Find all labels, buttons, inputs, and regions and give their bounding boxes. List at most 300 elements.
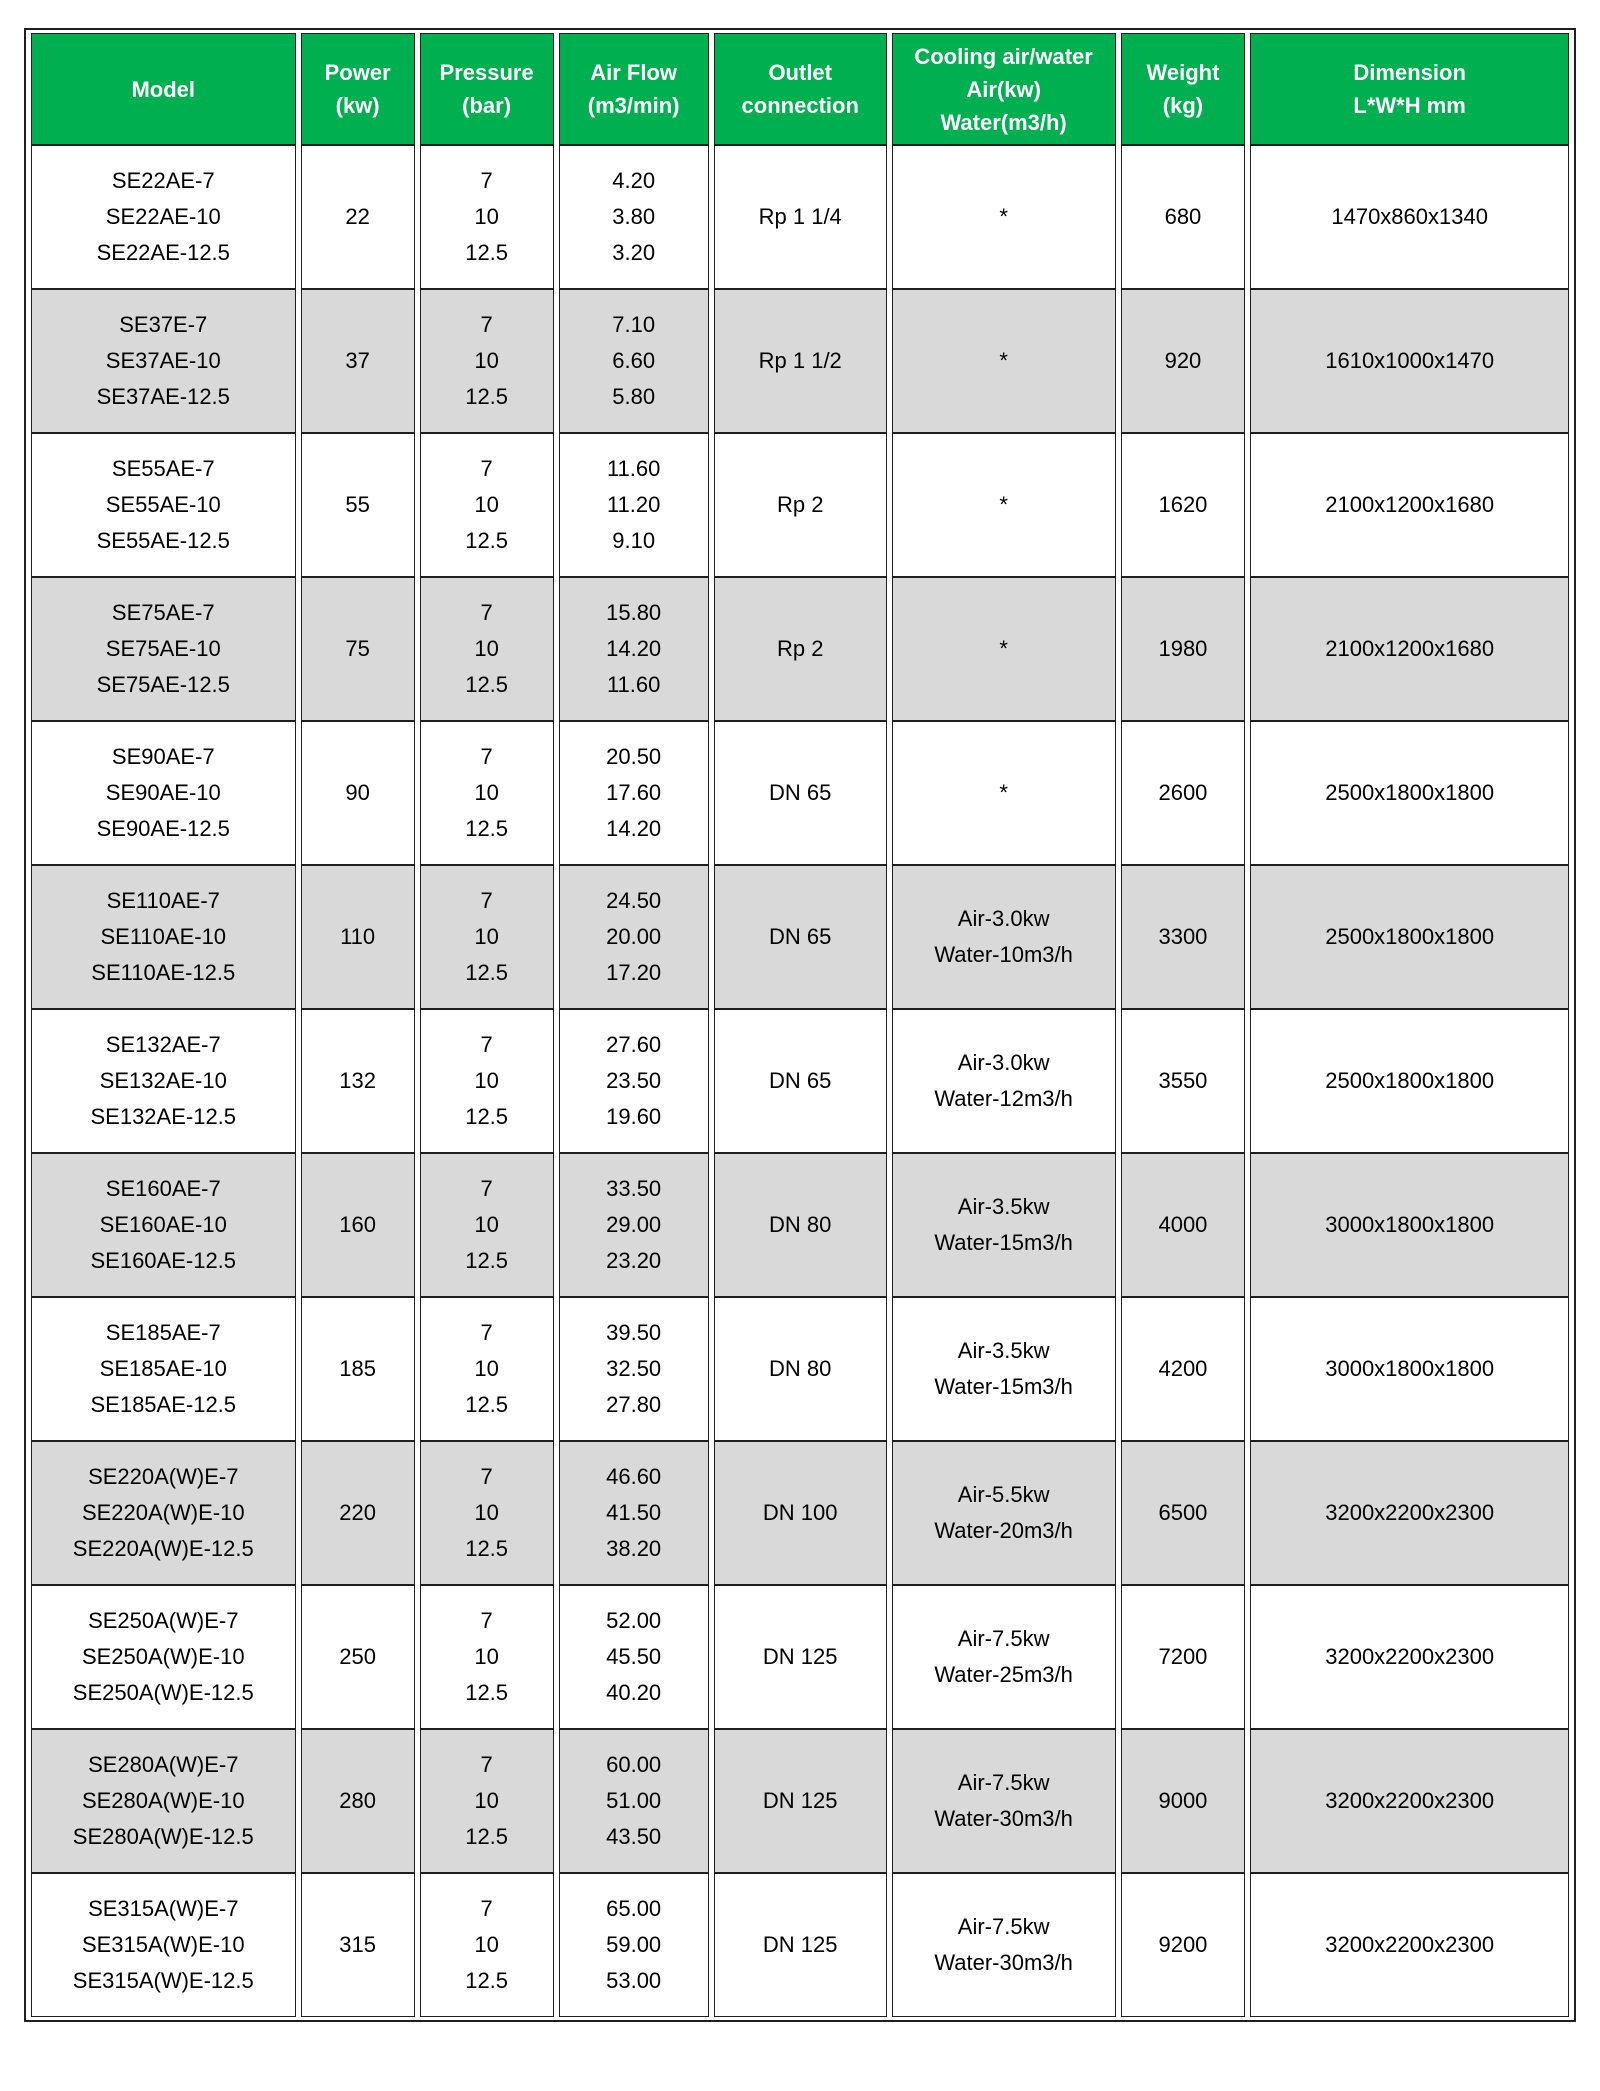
airflow-cell-line: 32.50 <box>606 1356 662 1381</box>
compressor-spec-table <box>26 33 1574 2017</box>
cooling-cell-line: Water-10m3/h <box>934 942 1073 967</box>
weight-cell-line: 1980 <box>1158 636 1208 661</box>
pressure-cell <box>420 865 554 1009</box>
cooling-cell-line: Air-7.5kw <box>957 1914 1050 1939</box>
cooling-cell-line: * <box>999 492 1008 517</box>
model-cell-line: SE220A(W)E-12.5 <box>72 1536 254 1561</box>
header-model-line: Model <box>131 76 196 102</box>
power-cell-line: 37 <box>345 348 370 373</box>
pressure-cell-line: 7 <box>480 168 493 193</box>
dimension-cell-line: 3200x2200x2300 <box>1325 1932 1495 1957</box>
header-cooling-line: Water(m3/h) <box>940 109 1067 135</box>
pressure-cell-line: 7 <box>480 1896 493 1921</box>
airflow-cell <box>559 145 709 289</box>
model-cell-line: SE185AE-10 <box>99 1356 227 1381</box>
outlet-connection-cell <box>714 721 887 865</box>
pressure-cell-line: 10 <box>474 1644 499 1669</box>
airflow-cell-line: 33.50 <box>606 1176 662 1201</box>
model-cell-line: SE37AE-10 <box>105 348 221 373</box>
cooling-cell-line: * <box>999 780 1008 805</box>
model-cell-line: SE75AE-12.5 <box>96 672 230 697</box>
power-cell-line: 280 <box>339 1788 376 1813</box>
airflow-cell-line: 11.60 <box>606 456 661 481</box>
pressure-cell-line: 10 <box>474 1356 499 1381</box>
power-cell <box>301 1729 415 1873</box>
header-dimension <box>1250 33 1569 145</box>
airflow-cell-line: 40.20 <box>606 1680 662 1705</box>
airflow-cell <box>559 1585 709 1729</box>
pressure-cell <box>420 289 554 433</box>
table-row <box>31 1585 1569 1729</box>
pressure-cell <box>420 721 554 865</box>
header-dimension-line: Dimension <box>1353 60 1466 85</box>
weight-cell <box>1121 1441 1246 1585</box>
airflow-cell-line: 65.00 <box>606 1896 662 1921</box>
airflow-cell-line: 19.60 <box>606 1104 662 1129</box>
power-cell-line: 250 <box>339 1644 376 1669</box>
header-cooling-line: Cooling air/water <box>914 43 1093 69</box>
table-row <box>31 1729 1569 1873</box>
airflow-cell <box>559 1153 709 1297</box>
dimension-cell <box>1250 1729 1569 1873</box>
cooling-cell-line: * <box>999 204 1008 229</box>
cooling-cell-line: * <box>999 636 1008 661</box>
weight-cell-line: 2600 <box>1158 780 1208 805</box>
dimension-cell-line: 3000x1800x1800 <box>1325 1212 1495 1237</box>
table-row <box>31 577 1569 721</box>
cooling-cell-line: Air-7.5kw <box>957 1626 1050 1651</box>
airflow-cell <box>559 1873 709 2017</box>
weight-cell-line: 7200 <box>1158 1644 1208 1669</box>
model-cell-line: SE37AE-12.5 <box>96 384 230 409</box>
cooling-cell <box>892 289 1116 433</box>
outlet-connection-cell-line: DN 125 <box>762 1932 838 1957</box>
power-cell <box>301 1297 415 1441</box>
cooling-cell <box>892 865 1116 1009</box>
outlet-connection-cell <box>714 1009 887 1153</box>
header-airflow <box>559 33 709 145</box>
model-cell-line: SE132AE-7 <box>105 1032 221 1057</box>
dimension-cell <box>1250 433 1569 577</box>
weight-cell <box>1121 865 1246 1009</box>
cooling-cell <box>892 1873 1116 2017</box>
outlet-connection-cell-line: Rp 2 <box>776 636 824 661</box>
dimension-cell-line: 1470x860x1340 <box>1331 204 1488 229</box>
dimension-cell <box>1250 1153 1569 1297</box>
header-outlet-line: connection <box>741 93 859 118</box>
dimension-cell <box>1250 145 1569 289</box>
spec-table-head <box>31 33 1569 145</box>
weight-cell <box>1121 721 1246 865</box>
model-cell-line: SE75AE-7 <box>111 600 215 625</box>
outlet-connection-cell <box>714 1441 887 1585</box>
power-cell-line: 90 <box>345 780 370 805</box>
airflow-cell-line: 59.00 <box>606 1932 662 1957</box>
power-cell-line: 315 <box>339 1932 376 1957</box>
weight-cell-line: 9000 <box>1158 1788 1208 1813</box>
weight-cell-line: 3300 <box>1158 924 1208 949</box>
airflow-cell-line: 20.50 <box>606 744 662 769</box>
airflow-cell-line: 27.60 <box>606 1032 662 1057</box>
table-row <box>31 721 1569 865</box>
model-cell-line: SE280A(W)E-10 <box>81 1788 245 1813</box>
pressure-cell-line: 12.5 <box>465 1824 509 1849</box>
model-cell <box>31 865 296 1009</box>
pressure-cell <box>420 1873 554 2017</box>
airflow-cell <box>559 1297 709 1441</box>
pressure-cell-line: 10 <box>474 492 499 517</box>
pressure-cell-line: 10 <box>474 924 499 949</box>
weight-cell <box>1121 1297 1246 1441</box>
outlet-connection-cell <box>714 1873 887 2017</box>
outlet-connection-cell-line: DN 80 <box>769 1356 832 1381</box>
cooling-cell-line: Air-7.5kw <box>957 1770 1050 1795</box>
airflow-cell-line: 11.20 <box>606 492 661 517</box>
outlet-connection-cell <box>714 865 887 1009</box>
dimension-cell <box>1250 1585 1569 1729</box>
airflow-cell-line: 14.20 <box>606 636 662 661</box>
model-cell-line: SE110AE-12.5 <box>91 960 236 985</box>
airflow-cell-line: 14.20 <box>606 816 662 841</box>
spec-table-head-row <box>31 33 1569 145</box>
power-cell-line: 160 <box>339 1212 376 1237</box>
model-cell <box>31 721 296 865</box>
model-cell-line: SE90AE-12.5 <box>96 816 230 841</box>
model-cell <box>31 145 296 289</box>
cooling-cell <box>892 577 1116 721</box>
table-row <box>31 433 1569 577</box>
pressure-cell-line: 10 <box>474 348 499 373</box>
pressure-cell <box>420 1729 554 1873</box>
pressure-cell-line: 12.5 <box>465 1536 509 1561</box>
header-pressure-line: (bar) <box>462 93 512 118</box>
airflow-cell-line: 51.00 <box>606 1788 662 1813</box>
model-cell <box>31 1009 296 1153</box>
header-model <box>31 33 296 145</box>
model-cell-line: SE55AE-10 <box>105 492 221 517</box>
model-cell-line: SE132AE-10 <box>99 1068 227 1093</box>
airflow-cell <box>559 1729 709 1873</box>
cooling-cell <box>892 1009 1116 1153</box>
outlet-connection-cell-line: DN 125 <box>762 1644 838 1669</box>
power-cell <box>301 1585 415 1729</box>
model-cell-line: SE132AE-12.5 <box>90 1104 237 1129</box>
header-pressure <box>420 33 554 145</box>
airflow-cell <box>559 1009 709 1153</box>
model-cell-line: SE185AE-12.5 <box>90 1392 237 1417</box>
airflow-cell-line: 38.20 <box>606 1536 662 1561</box>
dimension-cell <box>1250 289 1569 433</box>
model-cell-line: SE55AE-12.5 <box>96 528 230 553</box>
pressure-cell-line: 10 <box>474 1932 499 1957</box>
cooling-cell <box>892 721 1116 865</box>
weight-cell-line: 6500 <box>1158 1500 1208 1525</box>
outlet-connection-cell <box>714 577 887 721</box>
dimension-cell <box>1250 577 1569 721</box>
outlet-connection-cell-line: DN 80 <box>769 1212 832 1237</box>
weight-cell <box>1121 1729 1246 1873</box>
table-row <box>31 1009 1569 1153</box>
dimension-cell <box>1250 1009 1569 1153</box>
weight-cell-line: 4000 <box>1158 1212 1208 1237</box>
cooling-cell-line: Air-3.5kw <box>957 1338 1050 1363</box>
weight-cell <box>1121 145 1246 289</box>
airflow-cell-line: 20.00 <box>606 924 662 949</box>
table-row <box>31 865 1569 1009</box>
airflow-cell <box>559 577 709 721</box>
power-cell-line: 110 <box>340 924 376 949</box>
model-cell-line: SE75AE-10 <box>105 636 221 661</box>
dimension-cell <box>1250 865 1569 1009</box>
dimension-cell-line: 3200x2200x2300 <box>1325 1500 1495 1525</box>
spec-table-wrapper <box>24 28 1576 2022</box>
dimension-cell-line: 3000x1800x1800 <box>1325 1356 1495 1381</box>
outlet-connection-cell-line: DN 125 <box>762 1788 838 1813</box>
dimension-cell-line: 2500x1800x1800 <box>1325 1068 1495 1093</box>
dimension-cell-line: 3200x2200x2300 <box>1325 1644 1495 1669</box>
model-cell-line: SE160AE-12.5 <box>90 1248 237 1273</box>
weight-cell <box>1121 289 1246 433</box>
airflow-cell <box>559 721 709 865</box>
pressure-cell-line: 12.5 <box>465 528 509 553</box>
header-dimension-line: L*W*H mm <box>1353 93 1466 118</box>
header-outlet <box>714 33 887 145</box>
header-weight <box>1121 33 1246 145</box>
header-power <box>301 33 415 145</box>
airflow-cell-line: 45.50 <box>606 1644 662 1669</box>
outlet-connection-cell-line: DN 65 <box>769 780 832 805</box>
model-cell-line: SE55AE-7 <box>111 456 215 481</box>
dimension-cell <box>1250 721 1569 865</box>
power-cell <box>301 1441 415 1585</box>
airflow-cell-line: 29.00 <box>606 1212 662 1237</box>
weight-cell <box>1121 1009 1246 1153</box>
power-cell <box>301 577 415 721</box>
model-cell-line: SE250A(W)E-10 <box>81 1644 245 1669</box>
airflow-cell-line: 41.50 <box>606 1500 662 1525</box>
outlet-connection-cell <box>714 1153 887 1297</box>
model-cell-line: SE90AE-7 <box>111 744 215 769</box>
model-cell-line: SE37E-7 <box>119 312 208 337</box>
cooling-cell-line: Water-15m3/h <box>934 1230 1073 1255</box>
model-cell-line: SE280A(W)E-7 <box>88 1752 239 1777</box>
airflow-cell-line: 27.80 <box>606 1392 662 1417</box>
dimension-cell-line: 2100x1200x1680 <box>1325 492 1495 517</box>
airflow-cell-line: 53.00 <box>606 1968 662 1993</box>
airflow-cell-line: 23.20 <box>606 1248 662 1273</box>
model-cell <box>31 1585 296 1729</box>
page <box>0 28 1600 2022</box>
cooling-cell <box>892 1441 1116 1585</box>
pressure-cell-line: 10 <box>474 1212 499 1237</box>
airflow-cell-line: 15.80 <box>606 600 662 625</box>
pressure-cell-line: 12.5 <box>465 1248 509 1273</box>
pressure-cell-line: 12.5 <box>465 960 509 985</box>
pressure-cell-line: 7 <box>480 1752 493 1777</box>
model-cell-line: SE110AE-10 <box>100 924 227 949</box>
airflow-cell-line: 17.20 <box>606 960 662 985</box>
weight-cell <box>1121 1873 1246 2017</box>
dimension-cell-line: 1610x1000x1470 <box>1325 348 1495 373</box>
dimension-cell <box>1250 1441 1569 1585</box>
power-cell <box>301 1153 415 1297</box>
weight-cell-line: 9200 <box>1158 1932 1208 1957</box>
model-cell-line: SE22AE-10 <box>105 204 221 229</box>
pressure-cell-line: 7 <box>480 1608 493 1633</box>
power-cell <box>301 865 415 1009</box>
outlet-connection-cell <box>714 1297 887 1441</box>
pressure-cell <box>420 1009 554 1153</box>
airflow-cell-line: 60.00 <box>606 1752 662 1777</box>
airflow-cell-line: 24.50 <box>606 888 662 913</box>
weight-cell-line: 1620 <box>1158 492 1208 517</box>
airflow-cell-line: 39.50 <box>606 1320 662 1345</box>
power-cell <box>301 289 415 433</box>
header-outlet-line: Outlet <box>768 60 832 85</box>
pressure-cell-line: 10 <box>474 636 499 661</box>
table-row <box>31 145 1569 289</box>
airflow-cell <box>559 1441 709 1585</box>
weight-cell-line: 680 <box>1164 204 1202 229</box>
pressure-cell-line: 7 <box>480 456 493 481</box>
cooling-cell-line: Water-20m3/h <box>934 1518 1073 1543</box>
pressure-cell-line: 7 <box>480 1464 493 1489</box>
airflow-cell <box>559 289 709 433</box>
airflow-cell <box>559 865 709 1009</box>
weight-cell <box>1121 577 1246 721</box>
header-cooling <box>892 33 1116 145</box>
cooling-cell-line: Water-25m3/h <box>934 1662 1073 1687</box>
model-cell <box>31 577 296 721</box>
outlet-connection-cell <box>714 289 887 433</box>
power-cell-line: 185 <box>339 1356 376 1381</box>
airflow-cell-line: 3.20 <box>612 240 656 265</box>
dimension-cell <box>1250 1873 1569 2017</box>
outlet-connection-cell-line: DN 100 <box>762 1500 838 1525</box>
cooling-cell-line: Water-12m3/h <box>934 1086 1073 1111</box>
model-cell-line: SE160AE-10 <box>99 1212 227 1237</box>
dimension-cell-line: 2500x1800x1800 <box>1325 924 1495 949</box>
pressure-cell-line: 12.5 <box>465 1104 509 1129</box>
model-cell <box>31 289 296 433</box>
pressure-cell-line: 7 <box>480 888 493 913</box>
model-cell-line: SE315A(W)E-12.5 <box>72 1968 254 1993</box>
dimension-cell-line: 3200x2200x2300 <box>1325 1788 1495 1813</box>
airflow-cell-line: 17.60 <box>606 780 662 805</box>
power-cell <box>301 1873 415 2017</box>
pressure-cell-line: 7 <box>480 1176 493 1201</box>
outlet-connection-cell-line: DN 65 <box>769 924 832 949</box>
weight-cell-line: 3550 <box>1158 1068 1208 1093</box>
pressure-cell-line: 10 <box>474 1068 499 1093</box>
model-cell-line: SE22AE-12.5 <box>96 240 230 265</box>
outlet-connection-cell-line: DN 65 <box>769 1068 832 1093</box>
cooling-cell-line: Air-3.0kw <box>957 906 1050 931</box>
model-cell-line: SE185AE-7 <box>105 1320 221 1345</box>
cooling-cell <box>892 1297 1116 1441</box>
outlet-connection-cell-line: Rp 2 <box>776 492 824 517</box>
airflow-cell-line: 23.50 <box>606 1068 662 1093</box>
cooling-cell-line: Air-5.5kw <box>957 1482 1050 1507</box>
pressure-cell <box>420 145 554 289</box>
cooling-cell <box>892 1153 1116 1297</box>
cooling-cell-line: Water-30m3/h <box>934 1806 1073 1831</box>
pressure-cell <box>420 1585 554 1729</box>
pressure-cell-line: 12.5 <box>465 672 509 697</box>
weight-cell <box>1121 433 1246 577</box>
airflow-cell-line: 3.80 <box>612 204 656 229</box>
pressure-cell-line: 12.5 <box>465 384 509 409</box>
model-cell-line: SE250A(W)E-7 <box>88 1608 239 1633</box>
pressure-cell <box>420 1441 554 1585</box>
pressure-cell-line: 12.5 <box>465 240 509 265</box>
pressure-cell <box>420 577 554 721</box>
cooling-cell-line: * <box>999 348 1008 373</box>
cooling-cell <box>892 433 1116 577</box>
pressure-cell-line: 7 <box>480 312 493 337</box>
airflow-cell-line: 46.60 <box>606 1464 662 1489</box>
outlet-connection-cell <box>714 433 887 577</box>
model-cell <box>31 1297 296 1441</box>
model-cell-line: SE280A(W)E-12.5 <box>72 1824 254 1849</box>
pressure-cell-line: 12.5 <box>465 1392 509 1417</box>
pressure-cell-line: 10 <box>474 780 499 805</box>
pressure-cell-line: 7 <box>480 1032 493 1057</box>
cooling-cell <box>892 145 1116 289</box>
spec-table-body <box>31 145 1569 2017</box>
model-cell-line: SE220A(W)E-7 <box>88 1464 239 1489</box>
header-weight-line: Weight <box>1146 60 1220 85</box>
model-cell-line: SE110AE-7 <box>106 888 220 913</box>
airflow-cell-line: 4.20 <box>612 168 656 193</box>
model-cell-line: SE220A(W)E-10 <box>81 1500 245 1525</box>
model-cell-line: SE315A(W)E-10 <box>81 1932 245 1957</box>
airflow-cell-line: 52.00 <box>606 1608 662 1633</box>
cooling-cell-line: Water-15m3/h <box>934 1374 1073 1399</box>
dimension-cell <box>1250 1297 1569 1441</box>
power-cell <box>301 721 415 865</box>
pressure-cell-line: 12.5 <box>465 816 509 841</box>
cooling-cell <box>892 1585 1116 1729</box>
pressure-cell-line: 7 <box>480 600 493 625</box>
dimension-cell-line: 2100x1200x1680 <box>1325 636 1495 661</box>
table-row <box>31 1153 1569 1297</box>
power-cell-line: 55 <box>345 492 370 517</box>
table-row <box>31 1297 1569 1441</box>
model-cell <box>31 433 296 577</box>
model-cell <box>31 1729 296 1873</box>
pressure-cell-line: 7 <box>480 744 493 769</box>
airflow-cell-line: 43.50 <box>606 1824 662 1849</box>
pressure-cell <box>420 1297 554 1441</box>
model-cell <box>31 1441 296 1585</box>
outlet-connection-cell-line: Rp 1 1/4 <box>758 204 842 229</box>
cooling-cell-line: Air-3.0kw <box>957 1050 1050 1075</box>
power-cell-line: 75 <box>345 636 370 661</box>
table-row <box>31 1873 1569 2017</box>
cooling-cell <box>892 1729 1116 1873</box>
table-row <box>31 1441 1569 1585</box>
cooling-cell-line: Water-30m3/h <box>934 1950 1073 1975</box>
header-airflow-line: Air Flow <box>590 60 678 85</box>
power-cell-line: 22 <box>345 204 370 229</box>
header-cooling-line: Air(kw) <box>966 76 1041 102</box>
model-cell-line: SE22AE-7 <box>111 168 215 193</box>
pressure-cell-line: 7 <box>480 1320 493 1345</box>
pressure-cell-line: 12.5 <box>465 1968 509 1993</box>
weight-cell-line: 4200 <box>1158 1356 1208 1381</box>
pressure-cell-line: 12.5 <box>465 1680 509 1705</box>
